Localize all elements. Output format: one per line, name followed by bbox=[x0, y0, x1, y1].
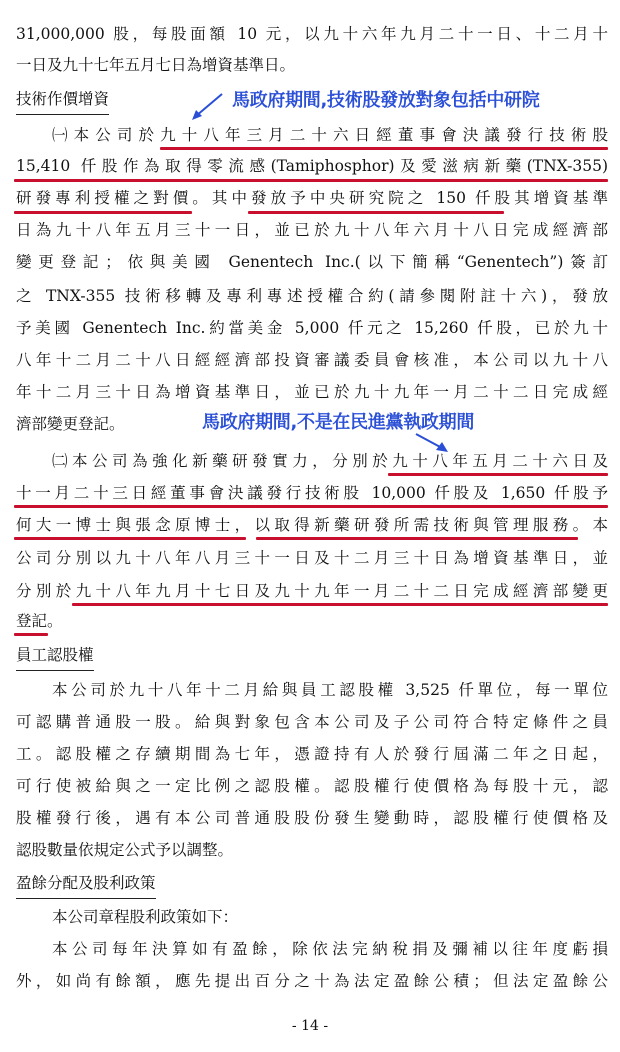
section-heading: 員工認股權 bbox=[16, 644, 94, 671]
text-line: 認股數量依規定公式予以調整。 bbox=[16, 841, 234, 859]
text-line: 予美國 Genentech Inc.約當美金 5,000 仟元之 15,260 仟股，已於九十 bbox=[16, 319, 608, 337]
text-line: 本公司於九十八年十二月給與員工認股權 3,525 仟單位，每一單位 bbox=[52, 681, 608, 699]
highlight-underline bbox=[248, 211, 504, 214]
text-line: 可認購普通股一股。給與對象包含本公司及子公司符合特定條件之員 bbox=[16, 713, 608, 731]
text-line: 可行使被給與之一定比例之認股權。認股權行使價格為每股十元，認 bbox=[16, 777, 608, 795]
section-heading: 盈餘分配及股利政策 bbox=[16, 872, 156, 899]
annotation-note: 馬政府期間,技術股發放對象包括中研院 bbox=[232, 90, 540, 111]
text-line: 日為九十八年五月三十一日，並已於九十八年六月十八日完成經濟部 bbox=[16, 221, 608, 239]
highlight-underline bbox=[14, 211, 192, 214]
text-line: 工。認股權之存續期間為七年，憑證持有人於發行屆滿二年之日起， bbox=[16, 745, 608, 763]
text-line: ㈠本公司於九十八年三月二十六日經董事會決議發行技術股 bbox=[52, 126, 608, 144]
highlight-underline bbox=[72, 603, 608, 606]
text-line: 登記。 bbox=[16, 612, 63, 630]
text-line: 變更登記；依與美國 Genentech Inc.(以下簡稱“Genentech”)簽訂 bbox=[16, 253, 608, 271]
annotation-note: 馬政府期間,不是在民進黨執政期間 bbox=[202, 412, 475, 433]
text-line: 研發專利授權之對價。其中發放予中央研究院之 150 仟股其增資基準 bbox=[16, 189, 608, 207]
text-line: 股權發行後，遇有本公司普通股股份發生變動時，認股權行使價格及 bbox=[16, 809, 608, 827]
section-heading: 技術作價增資 bbox=[16, 88, 109, 115]
highlight-underline bbox=[160, 147, 608, 150]
text-line: 何大一博士與張念原博士，以取得新藥研發所需技術與管理服務。本 bbox=[16, 516, 608, 534]
text-line: 濟部變更登記。 bbox=[16, 415, 125, 433]
text-line: 31,000,000 股，每股面額 10 元，以九十六年九月二十一日、十二月十 bbox=[16, 25, 608, 43]
highlight-underline bbox=[14, 179, 608, 182]
text-line: ㈡本公司為強化新藥研發實力，分別於九十八年五月二十六日及 bbox=[52, 452, 608, 470]
highlight-underline bbox=[14, 505, 608, 508]
text-line: 年十二月三十日為增資基準日，並已於九十九年一月二十二日完成經 bbox=[16, 383, 608, 401]
highlight-underline bbox=[388, 473, 608, 476]
text-line: 一日及九十七年五月七日為增資基準日。 bbox=[16, 56, 296, 74]
text-line: 本公司章程股利政策如下： bbox=[52, 908, 239, 926]
text-line: 之 TNX-355 技術移轉及專利專述授權合約(請參閱附註十六)，發放 bbox=[16, 287, 608, 305]
text-line: 十一月二十三日經董事會決議發行技術股 10,000 仟股及 1,650 仟股予 bbox=[16, 484, 608, 502]
arrow-icon bbox=[188, 90, 228, 124]
highlight-underline bbox=[14, 633, 48, 636]
text-line: 本公司每年決算如有盈餘，除依法完納稅捐及彌補以往年度虧損 bbox=[52, 940, 608, 958]
text-line: 分別於九十八年九月十七日及九十九年一月二十二日完成經濟部變更 bbox=[16, 582, 608, 600]
highlight-underline bbox=[14, 537, 246, 540]
text-line: 外，如尚有餘額，應先提出百分之十為法定盈餘公積；但法定盈餘公 bbox=[16, 972, 608, 990]
text-line: 公司分別以九十八年八月三十一日及十二月三十日為增資基準日，並 bbox=[16, 549, 608, 567]
text-line: 15,410 仟股作為取得零流感(Tamiphosphor)及愛滋病新藥(TNX-355) bbox=[16, 157, 608, 175]
text-line: 八年十二月二十八日經經濟部投資審議委員會核准，本公司以九十八 bbox=[16, 351, 608, 369]
page-number: - 14 - bbox=[291, 1018, 329, 1034]
highlight-underline bbox=[256, 537, 578, 540]
